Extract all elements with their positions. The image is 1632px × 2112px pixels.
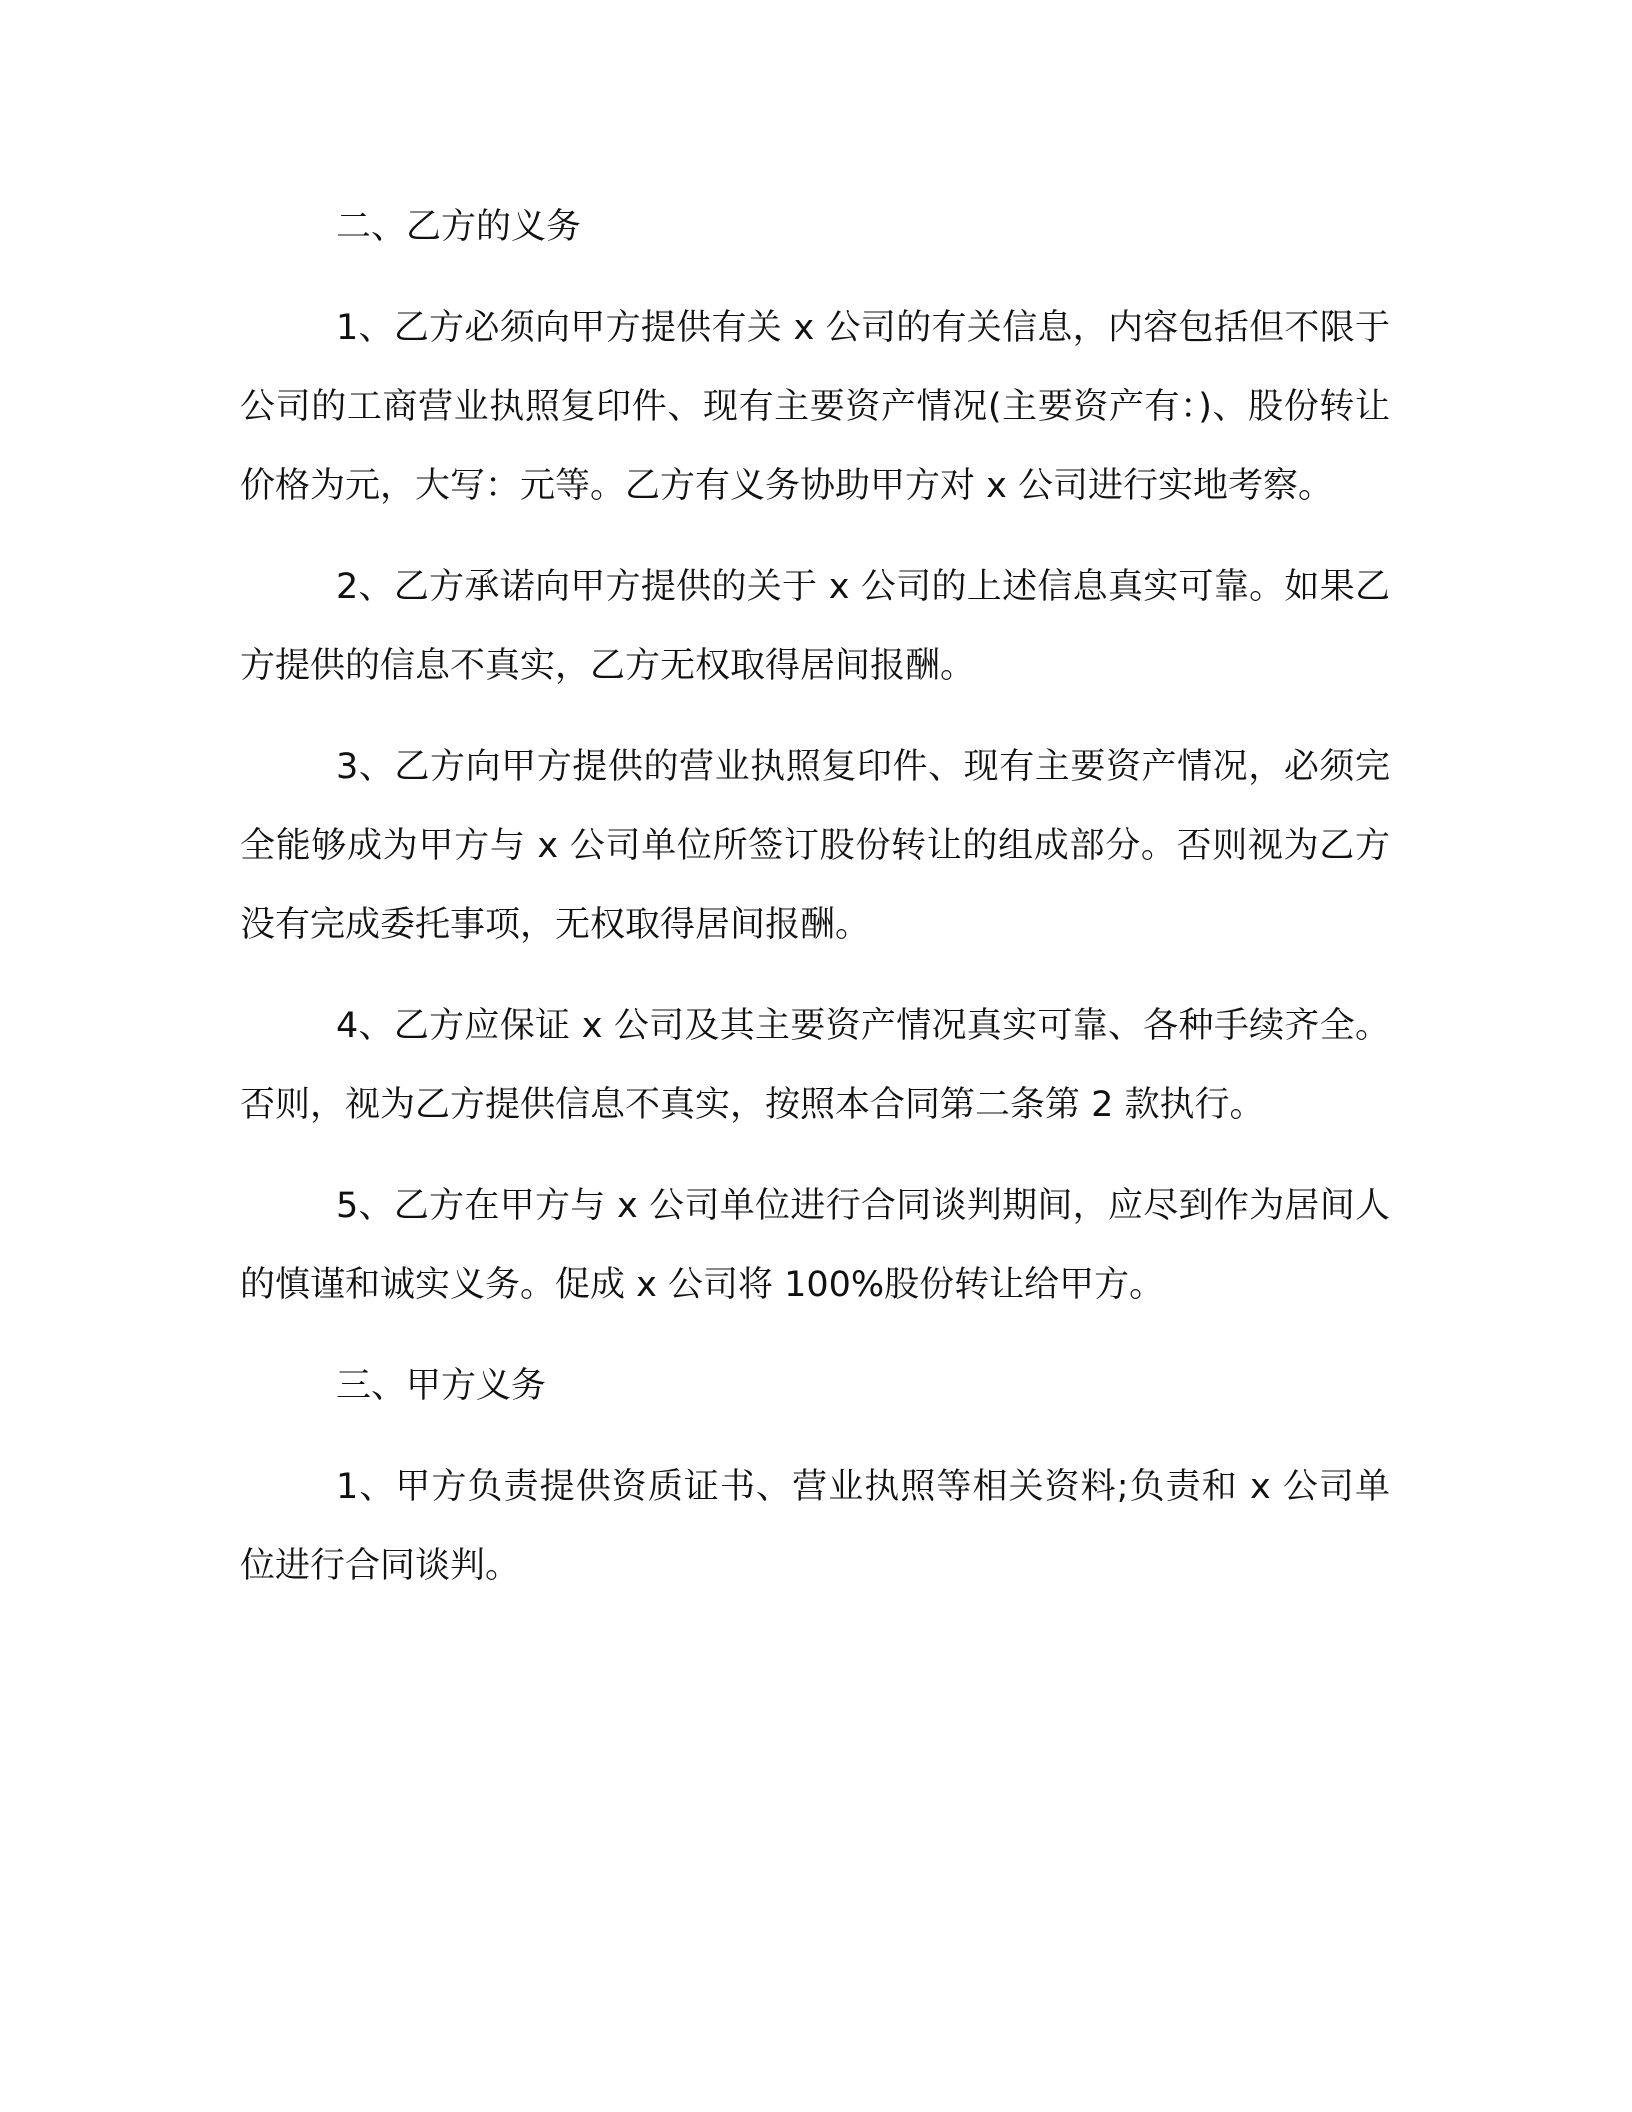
clause-2-1: 1、乙方必须向甲方提供有关 x 公司的有关信息，内容包括但不限于公司的工商营业执照复印件、现有主要资产情况(主要资产有：)、股份转让价格为元，大写：元等。乙方有义务协助甲方对 x 公司进行实地考察。 (240, 308, 1390, 506)
clause-2-5: 5、乙方在甲方与 x 公司单位进行合同谈判期间，应尽到作为居间人的慎谨和诚实义务。促成 x 公司将 100%股份转让给甲方。 (240, 1186, 1390, 1305)
document-body (240, 188, 1390, 1606)
section-heading-party-b-obligations: 二、乙方的义务 (336, 207, 582, 247)
clause-2-3: 3、乙方向甲方提供的营业执照复印件、现有主要资产情况，必须完全能够成为甲方与 x 公司单位所签订股份转让的组成部分。否则视为乙方没有完成委托事项，无权取得居间报酬。 (240, 747, 1390, 945)
clause-2-2: 2、乙方承诺向甲方提供的关于 x 公司的上述信息真实可靠。如果乙方提供的信息不真实，乙方无权取得居间报酬。 (240, 567, 1390, 686)
clause-2-4: 4、乙方应保证 x 公司及其主要资产情况真实可靠、各种手续齐全。否则，视为乙方提供信息不真实，按照本合同第二条第 2 款执行。 (240, 1006, 1390, 1125)
section-heading-party-a-obligations: 三、甲方义务 (336, 1366, 547, 1406)
clause-3-1: 1、甲方负责提供资质证书、营业执照等相关资料;负责和 x 公司单位进行合同谈判。 (240, 1467, 1390, 1586)
